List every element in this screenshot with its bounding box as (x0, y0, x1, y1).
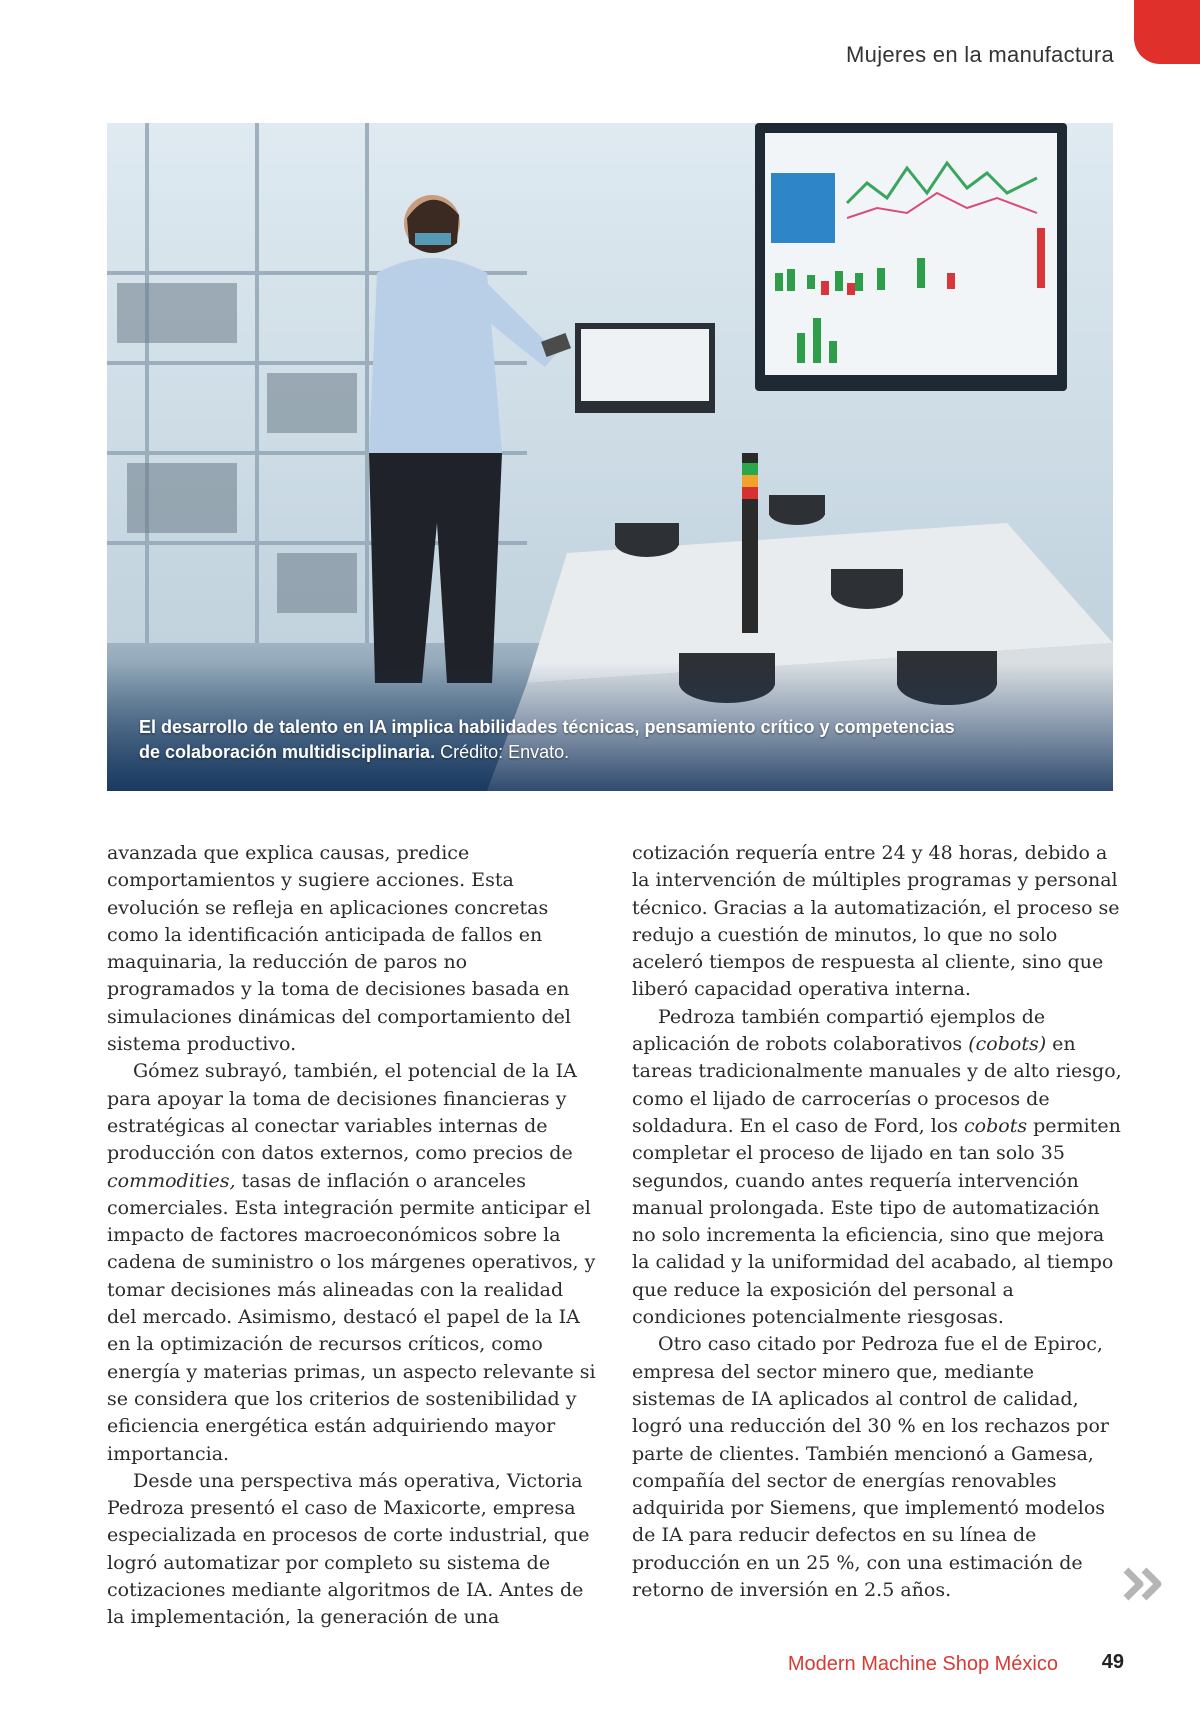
italic-term: cobots (964, 1114, 1028, 1137)
paragraph: Desde una perspectiva más operativa, Victoria Pedroza presentó el caso de Maxicorte, empresa especializada en procesos de corte industrial, que logró automatizar por completo su sistema de cotizaciones mediante algoritmos de IA. Antes de la implementación, la generación de una (107, 1469, 590, 1629)
section-color-tab (1134, 0, 1200, 64)
photo-credit: Crédito: Envato. (440, 742, 570, 762)
caption-text: El desarrollo de talento en IA implica habilidades técnicas, pensamiento crítico y competencias de colaboración multidisciplinaria. (139, 717, 955, 762)
section-title: Mujeres en la manufactura (846, 42, 1114, 67)
paragraph: Otro caso citado por Pedroza fue el de Epiroc, empresa del sector minero que, mediante sistemas de IA aplicados al control de calidad, logró una reducción del 30 % en los rechazos por parte de clientes. También mencionó a Gamesa, compañía del sector de energías renovables adquirida por Siemens, que implementó modelos de IA para reducir defectos en su línea de producción en un 25 %, con una estimación de retorno de inversión en 2.5 años. (632, 1333, 1109, 1602)
italic-term: commodities, (107, 1169, 236, 1192)
text-run: permiten completar el proceso de lijado en tan solo 35 segundos, cuando antes requería intervención manual prolongada. Este tipo de automatización no solo incrementa la eficiencia, sino que mejora la calidad y la uniformidad del acabado, al tiempo que reduce la exposición del personal a condiciones potencialmente riesgosas. (632, 1114, 1121, 1329)
page-number: 49 (1101, 1651, 1124, 1673)
double-chevron-right-icon (1120, 1560, 1168, 1608)
paragraph: cotización requería entre 24 y 48 horas, debido a la intervención de múltiples programas y personal técnico. Gracias a la automatización, el proceso se redujo a cuestión de minutos, lo que no solo aceleró tiempos de respuesta al cliente, sino que liberó capacidad operativa interna. (632, 842, 1120, 1001)
factory-scene-illustration (107, 123, 1113, 791)
text-run: tasas de inflación o aranceles comerciales. Esta integración permite anticipar el impacto de factores macroeconómicos sobre la cadena de suministro o los márgenes operativos, y tomar decisiones más alineadas con la realidad del mercado. Asimismo, destacó el papel de la IA en la optimización de recursos críticos, como energía y materias primas, un aspecto relevante si se considera que los criterios de sostenibilidad y eficiencia energética están adquiriendo mayor importancia. (107, 1169, 596, 1465)
italic-term: (cobots) (968, 1033, 1047, 1056)
text-run: Pedroza también compartió ejemplos de aplicación de robots colaborativos (632, 1005, 1046, 1056)
paragraph (632, 1004, 1122, 1332)
photo-caption (139, 715, 973, 765)
article-column-left (107, 840, 597, 1632)
paragraph (107, 1058, 597, 1467)
publication-name: Modern Machine Shop México (787, 1653, 1058, 1675)
paragraph: avanzada que explica causas, predice comportamientos y sugiere acciones. Esta evolución se refleja en aplicaciones concretas como la identificación anticipada de fallos en maquinaria, la reducción de paros no programados y la toma de decisiones basada en simulaciones dinámicas del comportamiento del sistema productivo. (107, 842, 572, 1056)
text-run: en tareas tradicionalmente manuales y de alto riesgo, como el lijado de carrocerías o procesos de soldadura. En el caso de Ford, los (632, 1033, 1122, 1137)
article-column-right (632, 840, 1122, 1604)
article-photo (107, 123, 1113, 791)
text-run: Gómez subrayó, también, el potencial de la IA para apoyar la toma de decisiones financieras y estratégicas al conectar variables internas de producción con datos externos, como precios de (107, 1060, 577, 1165)
